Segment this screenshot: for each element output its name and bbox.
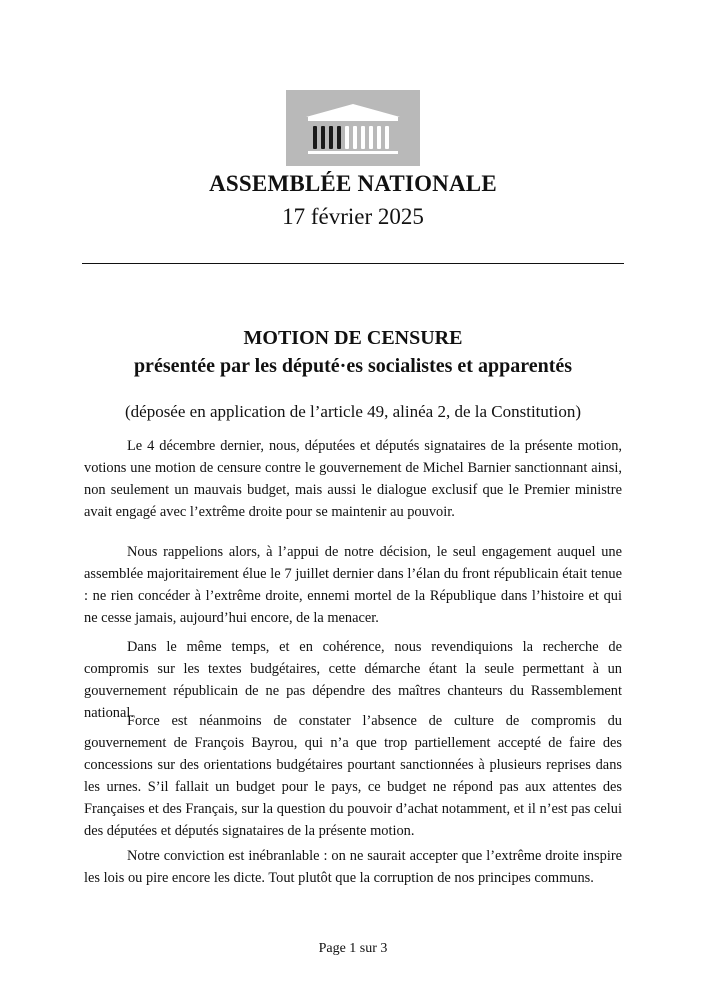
body-paragraph-4: Force est néanmoins de constater l’absence de culture de compromis du gouvernement de François Bayrou, qui n’a que trop partiellement accepté de faire des concessions sur des orientations budgétaires pourtant sanctionnées à plusieurs reprises dans les urnes. S’il fallait un budget pour le pays, ce budget ne répond pas aux attentes des Françaises et des Français, sur la question du pouvoir d’achat notamment, et il n’est pas celui des députées et députés signataires de la présente motion.	[84, 713, 622, 839]
motion-subtitle: présentée par les député·es socialistes et apparentés	[133, 355, 573, 377]
body-paragraph-2: Nous rappelions alors, à l’appui de notre décision, le seul engagement auquel une assemblée majoritairement élue le 7 juillet dernier dans l’élan du front républicain était tenue : ne rien concéder à l’extrême droite, ennemi mortel de la République dans l’histoire et qui ne cesse jamais, aujourd’hui encore, de la menacer.	[84, 544, 622, 626]
institution-name: ASSEMBLÉE NATIONALE	[209, 171, 497, 196]
document-date: 17 février 2025	[282, 204, 424, 229]
assemblee-nationale-logo	[286, 90, 420, 166]
motion-legal-basis: (déposée en application de l’article 49, alinéa 2, de la Constitution)	[124, 402, 581, 421]
page-number: Page 1 sur 3	[318, 941, 388, 956]
body-paragraph-1: Le 4 décembre dernier, nous, députées et députés signataires de la présente motion, votions une motion de censure contre le gouvernement de Michel Barnier sanctionnant ainsi, non seulement un mauvais budget, mais aussi le dialogue exclusif que le Premier ministre avait engagé avec l’extrême droite pour se maintenir au pouvoir.	[84, 438, 622, 520]
header-divider	[82, 263, 624, 264]
body-paragraph-3: Dans le même temps, et en cohérence, nous revendiquions la recherche de compromis sur les textes budgétaires, cette démarche étant la seule permettant à un gouvernement républicain de ne pas dépendre des maîtres chanteurs du Rassemblement national.	[84, 639, 622, 721]
body-paragraph-5: Notre conviction est inébranlable : on ne saurait accepter que l’extrême droite inspire les lois ou pire encore les dicte. Tout plutôt que la corruption de nos principes communs.	[84, 848, 622, 886]
motion-title: MOTION DE CENSURE	[243, 327, 463, 349]
